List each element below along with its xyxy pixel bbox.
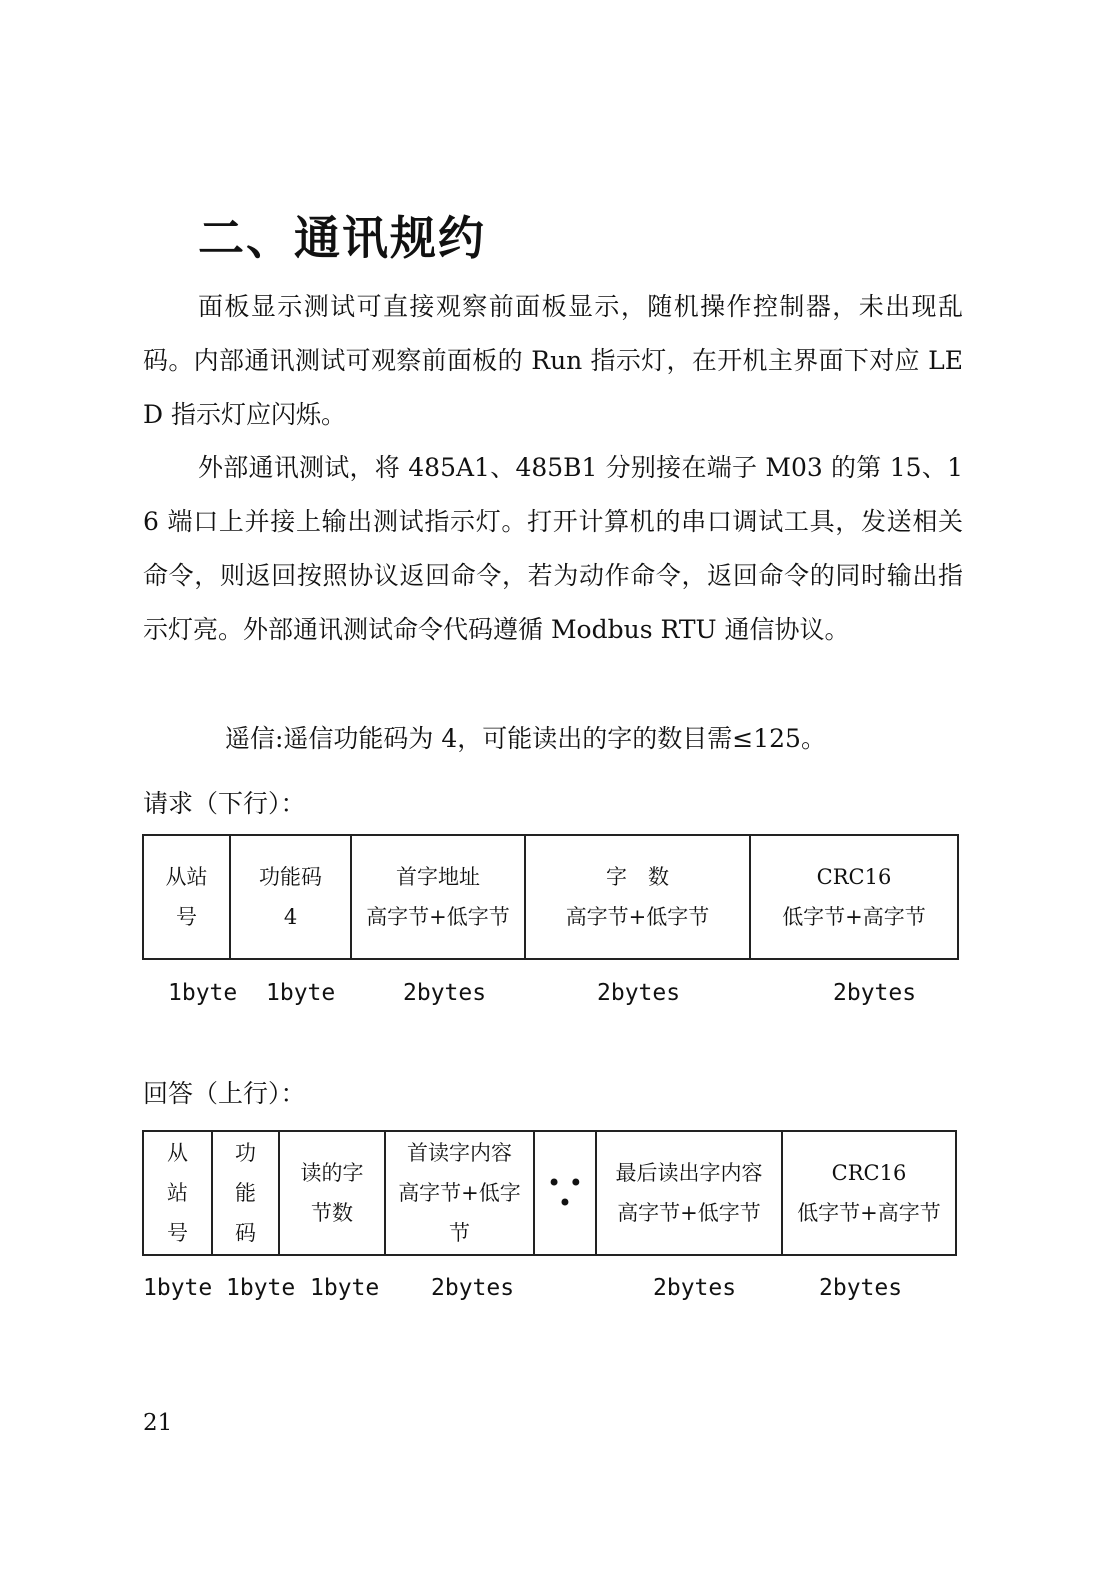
request-frame-table	[142, 834, 959, 960]
size-label: 2bytes	[833, 980, 917, 1006]
table-row	[143, 1131, 956, 1255]
size-label: 1byte	[226, 1275, 296, 1301]
size-label: 2bytes	[653, 1275, 737, 1301]
paragraph-telesignal: 遥信:遥信功能码为 4，可能读出的字的数目需≤125。	[225, 724, 826, 753]
cell-function-code: 功能码 4	[230, 835, 351, 959]
size-label: 1byte	[310, 1275, 380, 1301]
cell-start-address: 首字地址 高字节+低字节	[351, 835, 525, 959]
cell-slave-address: 从站号	[143, 835, 230, 959]
size-label: 2bytes	[431, 1275, 515, 1301]
paragraph-panel-test: 面板显示测试可直接观察前面板显示，随机操作控制器，未出现乱码。内部通讯测试可观察前面板的 Run 指示灯，在开机主界面下对应 LED 指示灯应闪烁。	[143, 292, 963, 429]
size-label: 2bytes	[403, 980, 487, 1006]
response-label: 回答（上行）：	[143, 1079, 306, 1108]
size-label: 2bytes	[819, 1275, 903, 1301]
cell-function-code: 功能码	[212, 1131, 279, 1255]
size-label: 1byte	[143, 1275, 213, 1301]
cell-byte-count: 读的字节数	[279, 1131, 385, 1255]
response-size-row	[0, 1273, 1119, 1303]
size-label: 2bytes	[597, 980, 681, 1006]
cell-last-word: 最后读出字内容 高字节+低字节	[596, 1131, 782, 1255]
paragraph-external-comm-test: 外部通讯测试，将 485A1、485B1 分别接在端子 M03 的第 15、16 端口上并接上输出测试指示灯。打开计算机的串口调试工具，发送相关命令，则返回按照协议返回命令，若为动作命令，返回命令的同时输出指示灯亮。外部通讯测试命令代码遵循 Modbus RTU 通信协议。	[143, 453, 963, 644]
cell-crc16: CRC16 低字节+高字节	[750, 835, 958, 959]
section-heading: 二、通讯规约	[198, 211, 486, 265]
cell-word-count: 字 数 高字节+低字节	[525, 835, 750, 959]
page-number: 21	[143, 1410, 173, 1436]
cell-first-word: 首读字内容 高字节+低字节	[385, 1131, 534, 1255]
response-frame-table	[142, 1130, 957, 1256]
size-label: 1byte	[168, 980, 238, 1006]
cell-slave-address: 从站号	[143, 1131, 212, 1255]
size-label: 1byte	[266, 980, 336, 1006]
table-row	[143, 835, 958, 959]
cell-ellipsis: • • •	[534, 1131, 596, 1255]
request-size-row	[0, 978, 1119, 1008]
cell-crc16: CRC16 低字节+高字节	[782, 1131, 956, 1255]
request-label: 请求（下行）：	[143, 789, 306, 818]
